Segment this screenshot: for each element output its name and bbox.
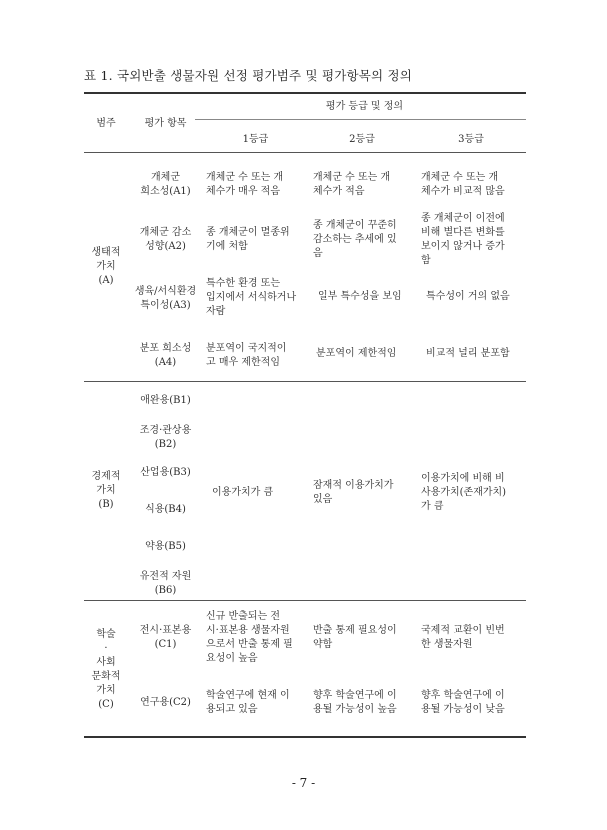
item-c2 (128, 696, 203, 710)
cell-line: 이용가치에 비해 비 (421, 473, 505, 484)
table-bottom-rule (84, 736, 526, 738)
header-grade3: 3등급 (458, 134, 484, 145)
item-line: 생육/서식환경 (134, 286, 197, 297)
a3-grade3 (426, 290, 526, 304)
a3-grade2 (318, 290, 416, 304)
header-grade1: 1등급 (242, 134, 269, 145)
item-line: 유전적 자원 (139, 571, 192, 582)
cell-line: 신규 반출되는 전 (206, 611, 280, 622)
cell-line: 약함 (313, 639, 333, 650)
cell-line: 종 개체군이 꾸준히 (313, 220, 397, 231)
cell-line: 국제적 교환이 빈번 (421, 625, 505, 636)
cell-line: 분포역이 국지적이 (206, 343, 287, 354)
item-line: 약용(B5) (145, 541, 186, 552)
header-grade2: 2등급 (349, 134, 375, 145)
cell-line: 있음 (313, 494, 333, 505)
table-top-rule (84, 92, 526, 94)
cell-line: 비교적 널리 분포함 (426, 348, 510, 359)
cell-line: 감소하는 추세에 있 (313, 234, 397, 245)
cell-line: 용될 가능성이 낮음 (421, 704, 505, 715)
cell-line: 종 개체군이 멸종위 (206, 227, 290, 238)
category-line: (A) (98, 275, 114, 286)
c1-grade3 (421, 624, 525, 652)
item-line: (B2) (154, 439, 177, 450)
item-line: 특이성(A3) (140, 300, 191, 311)
category-line: 가치 (96, 261, 116, 272)
cell-line: 한 생물자원 (421, 639, 473, 650)
cell-line: 사용가치(존재가치) (421, 487, 507, 498)
item-c1 (128, 624, 203, 652)
item-line: 산업용(B3) (140, 467, 191, 478)
category-line: 문화적 (91, 671, 121, 682)
c2-grade2 (313, 689, 415, 717)
cell-line: 일부 특수성을 보임 (318, 291, 402, 302)
item-line: 전시·표본용 (139, 625, 192, 636)
grade-header-rule (195, 119, 526, 120)
a4-grade3 (426, 347, 526, 361)
cell-line: 용되고 있음 (206, 704, 258, 715)
a4-grade2 (316, 347, 416, 361)
cell-line: 비해 별다른 변화를 (421, 227, 505, 238)
cell-line: 분포역이 제한적임 (316, 348, 397, 359)
cell-line: 개체군 수 또는 개 (313, 172, 391, 183)
category-line: · (104, 643, 108, 654)
c1-grade2 (313, 624, 415, 652)
b-grade3 (421, 472, 525, 514)
item-line: 개체군 감소 (139, 227, 192, 238)
item-b6 (128, 570, 203, 598)
item-line: 연구용(C2) (140, 697, 191, 708)
category-line: 생태적 (91, 247, 121, 258)
item-line: 조경·관상용 (139, 425, 192, 436)
cell-line: 시·표본용 생물자원 (206, 625, 290, 636)
table-caption: 표 1. 국외반출 생물자원 선정 평가범주 및 평가항목의 정의 (84, 68, 413, 83)
cell-line: 함 (421, 255, 431, 266)
a1-grade1 (206, 171, 308, 199)
cell-line: 음 (313, 248, 323, 259)
section-rule-a-b (84, 381, 526, 382)
cell-line: 개체군 수 또는 개 (421, 172, 499, 183)
item-a4 (128, 342, 203, 370)
item-a3 (128, 285, 203, 313)
cell-line: 개체군 수 또는 개 (206, 172, 284, 183)
item-a1 (128, 171, 203, 199)
category-line: (B) (98, 499, 114, 510)
cell-line: 가 큼 (421, 501, 444, 512)
cell-line: 요성이 높음 (206, 653, 258, 664)
cell-line: 체수가 비교적 많음 (421, 186, 505, 197)
cell-line: 고 매우 제한적임 (206, 357, 280, 368)
cell-line: 특수성이 거의 없음 (426, 291, 510, 302)
cell-line: 자람 (206, 306, 226, 317)
category-line: (C) (98, 699, 114, 710)
cell-line: 반출 통제 필요성이 (313, 625, 397, 636)
section-rule-b-c (84, 600, 526, 601)
a4-grade1 (206, 342, 308, 370)
category-line: 가치 (96, 485, 116, 496)
item-a2 (128, 226, 203, 254)
cell-line: 잠재적 이용가치가 (313, 480, 394, 491)
c1-grade1 (206, 610, 308, 666)
cell-line: 체수가 적음 (313, 186, 365, 197)
cell-line: 으로서 반출 통제 필 (206, 639, 293, 650)
category-line: 경제적 (91, 471, 121, 482)
cell-line: 보이지 않거나 증가 (421, 241, 505, 252)
category-line: 가치 (96, 685, 116, 696)
item-line: 개체군 (151, 172, 180, 183)
item-line: 식용(B4) (145, 504, 186, 515)
item-line: 애완용(B1) (140, 395, 191, 406)
cell-line: 특수한 환경 또는 (206, 278, 280, 289)
header-bottom-rule (84, 152, 526, 153)
cell-line: 기에 처함 (206, 241, 248, 252)
cell-line: 학술연구에 현재 이 (206, 690, 290, 701)
category-economic (84, 470, 128, 512)
a1-grade2 (313, 171, 415, 199)
item-line: (A4) (154, 357, 177, 368)
cell-line: 향후 학술연구에 이 (421, 690, 505, 701)
item-b3 (128, 466, 203, 480)
a3-grade1 (206, 277, 308, 319)
cell-line: 종 개체군이 이전에 (421, 213, 505, 224)
b-grade2 (313, 479, 415, 507)
item-line: 분포 희소성 (139, 343, 192, 354)
category-cultural (84, 628, 128, 712)
cell-line: 향후 학술연구에 이 (313, 690, 397, 701)
c2-grade3 (421, 689, 525, 717)
cell-line: 이용가치가 큼 (212, 487, 274, 498)
a1-grade3 (421, 171, 525, 199)
item-b4 (128, 503, 203, 517)
cell-line: 체수가 매우 적음 (206, 186, 280, 197)
item-b2 (128, 424, 203, 452)
a2-grade2 (313, 219, 415, 261)
item-line: 희소성(A1) (140, 186, 191, 197)
category-ecological (84, 246, 128, 288)
header-category: 범주 (96, 118, 116, 129)
item-line: (B6) (154, 585, 177, 596)
header-item: 평가 항목 (144, 118, 187, 129)
item-b1 (128, 394, 203, 408)
cell-line: 용될 가능성이 높음 (313, 704, 397, 715)
a2-grade1 (206, 226, 308, 254)
cell-line: 입지에서 서식하거나 (206, 292, 297, 303)
item-line: (C1) (154, 639, 177, 650)
b-grade1 (212, 486, 308, 500)
c2-grade1 (206, 689, 308, 717)
item-b5 (128, 540, 203, 554)
a2-grade3 (421, 212, 525, 268)
header-grade-group: 평가 등급 및 정의 (325, 101, 404, 112)
page-number: - 7 - (291, 776, 316, 790)
category-line: 사회 (96, 657, 116, 668)
category-line: 학술 (96, 629, 116, 640)
item-line: 성향(A2) (145, 241, 186, 252)
